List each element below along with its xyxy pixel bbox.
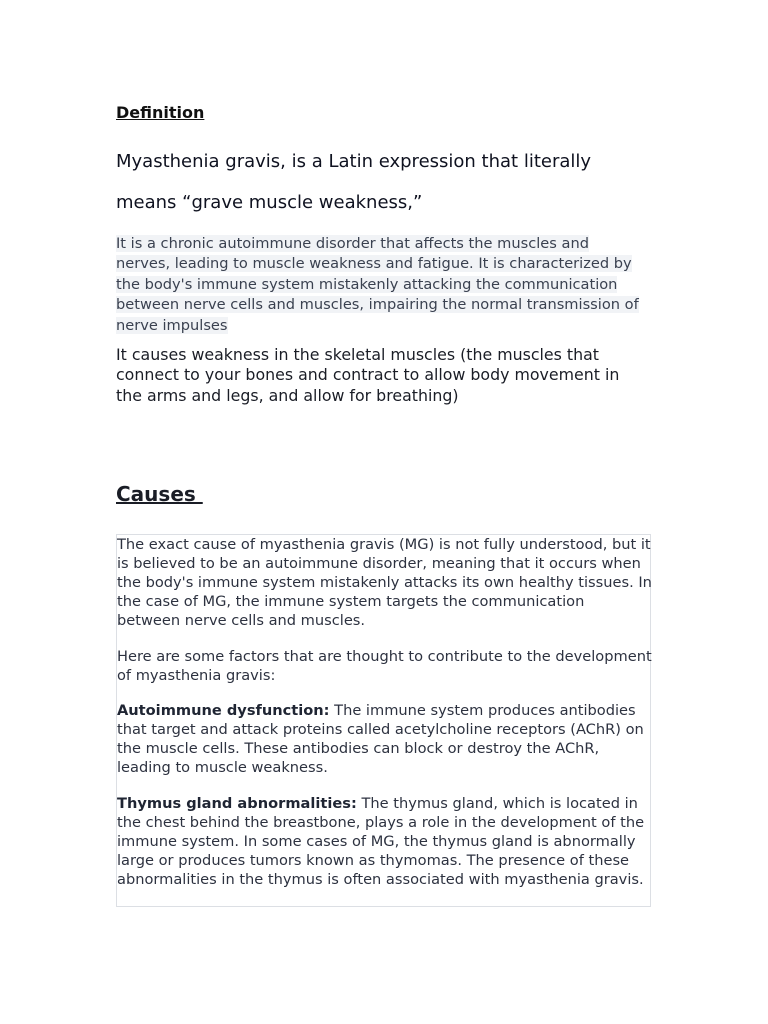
causes-heading: Causes <box>116 482 203 506</box>
highlighted-text: It is a chronic autoimmune disorder that affects the muscles and nerves, leading to muscle weakness and fatigue. It is characterized by the body's immune system mistakenly attacking the communication between nerve cells and muscles, impairing the normal transmission of nerve impulses <box>116 235 639 334</box>
factors-intro-paragraph: Here are some factors that are thought to contribute to the development of myasthenia gravis: <box>117 648 652 684</box>
factor-thymus-text: The thymus gland, which is located in the chest behind the breastbone, plays a role in the development of the immune system. In some cases of MG, the thymus gland is abnormally large or produces tumors known as thymomas. The presence of these abnormalities in the thymus is often associated with myasthenia gravis. <box>117 795 645 888</box>
intro-line-1: Myasthenia gravis, is a Latin expression that literally <box>116 151 592 172</box>
factor-thymus-paragraph <box>117 794 652 889</box>
causes-intro-paragraph: The exact cause of myasthenia gravis (MG) is not fully understood, but it is believed to be an autoimmune disorder, meaning that it occurs when the body's immune system mistakenly attacks its own healthy tissues. In the case of MG, the immune system targets the communication between nerve cells and muscles. <box>117 536 652 629</box>
intro-line-2: means “grave muscle weakness,” <box>116 192 423 213</box>
factor-autoimmune-text: The immune system produces antibodies that target and attack proteins called acetylcholine receptors (AChR) on the muscle cells. These antibodies can block or destroy the AChR, leading to muscle weakness. <box>117 702 644 776</box>
causes-text-box <box>116 534 651 907</box>
skeletal-muscles-paragraph: It causes weakness in the skeletal muscles (the muscles that connect to your bones and contract to allow body movement in the arms and legs, and allow for breathing) <box>116 345 620 405</box>
factor-autoimmune-paragraph <box>117 701 652 777</box>
factor-thymus-title: Thymus gland abnormalities: <box>117 795 357 812</box>
definition-heading: Definition <box>116 103 205 122</box>
factor-autoimmune-title: Autoimmune dysfunction: <box>117 702 330 719</box>
highlighted-paragraph <box>116 234 646 336</box>
